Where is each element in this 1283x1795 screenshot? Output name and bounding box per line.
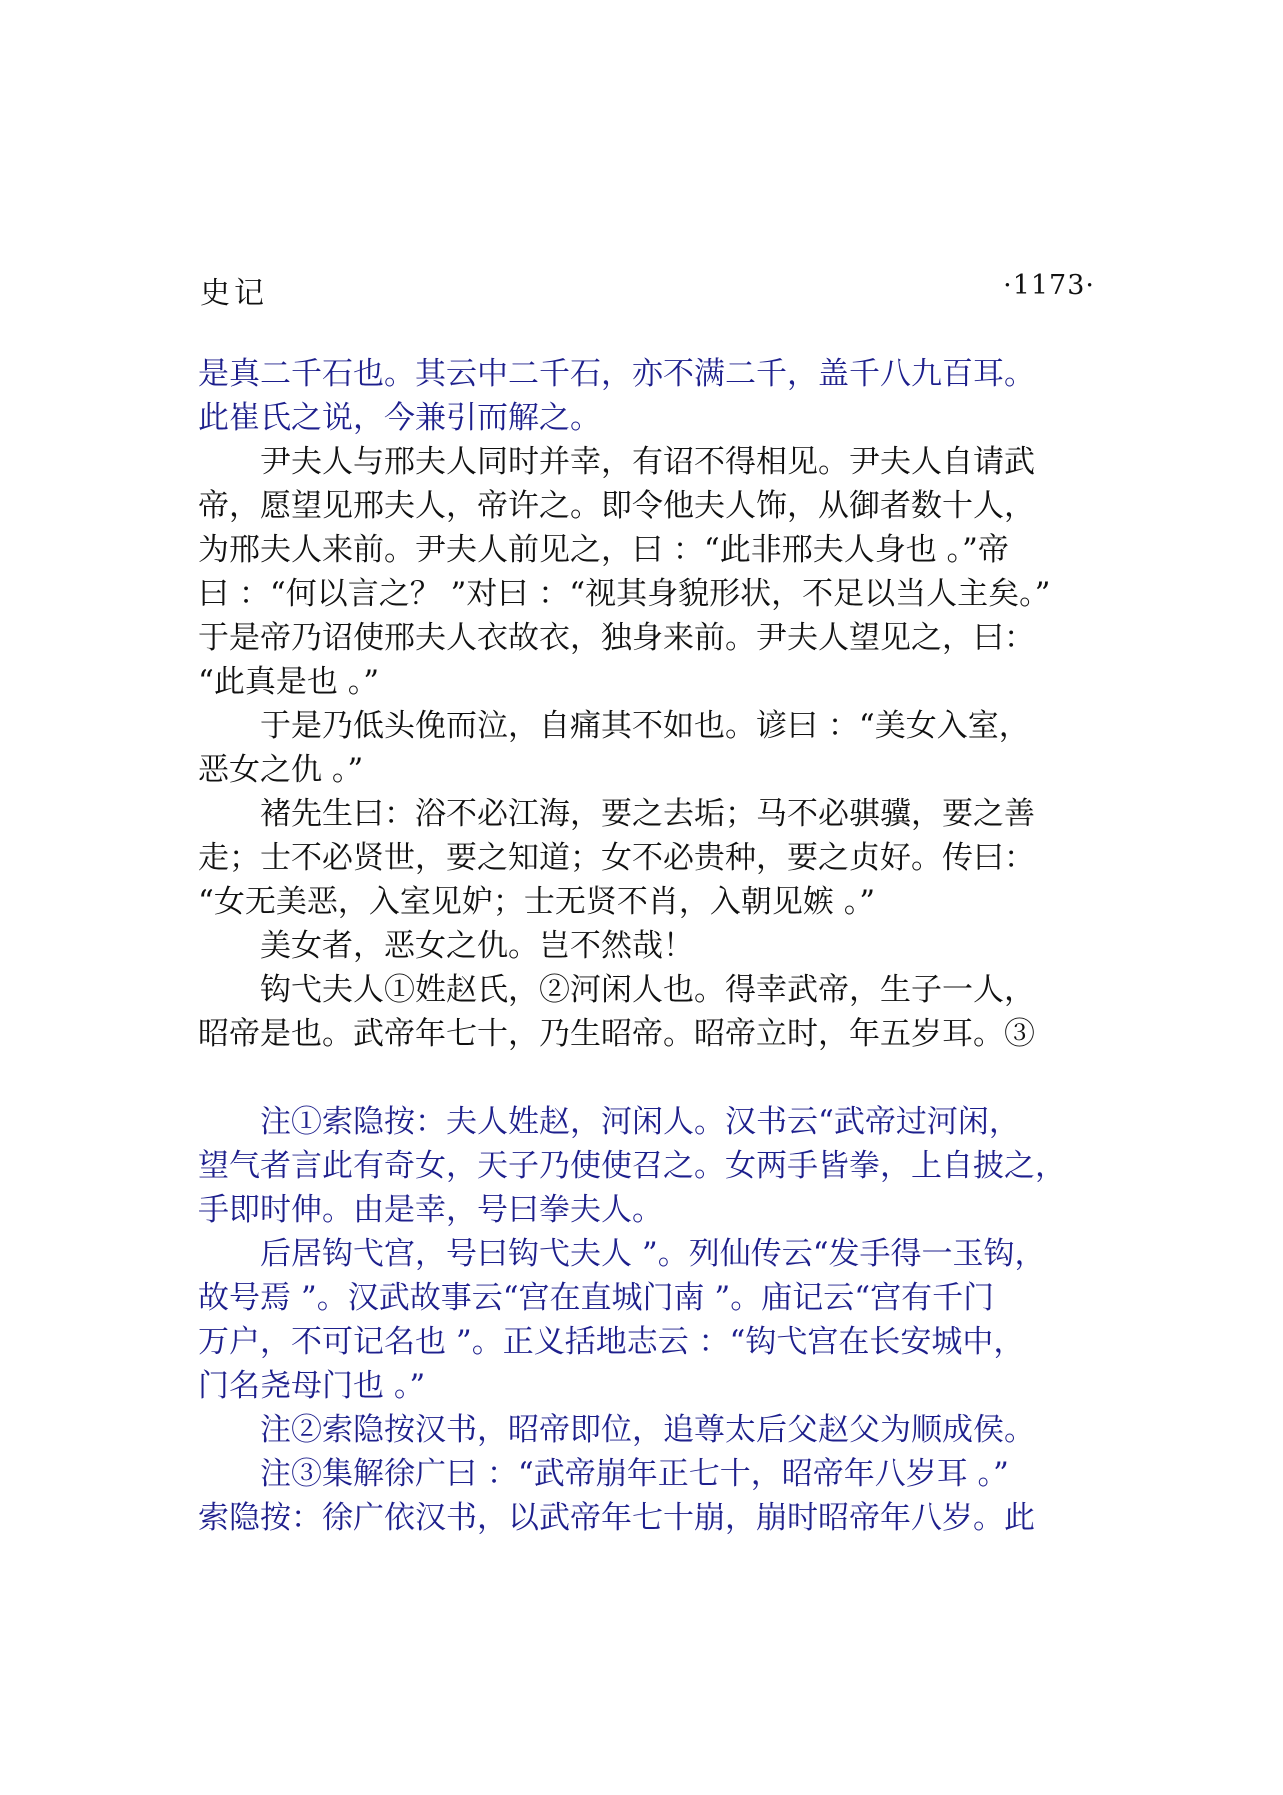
text-line: 曰 ：“何以言之？ ”对曰 ：“视其身貌形状，不足以当人主矣。” [198,576,1051,612]
text-line: 昭帝是也。武帝年七十，乃生昭帝。昭帝立时，年五岁耳。③ [198,1016,1035,1052]
commentary-line: 注①索隐按：夫人姓赵，河闲人。汉书云“武帝过河闲， [260,1104,1020,1140]
text-line: 钩弋夫人①姓赵氏，②河闲人也。得幸武帝，生子一人， [260,972,1035,1008]
commentary-line: 此崔氏之说，今兼引而解之。 [198,400,601,436]
commentary-line: 万户，不可记名也 ”。正义括地志云 ：“钩弋宫在长安城中， [198,1324,1025,1360]
commentary-line: 注②索隐按汉书，昭帝即位，追尊太后父赵父为顺成侯。 [260,1412,1035,1448]
text-line: 美女者，恶女之仇。岂不然哉！ [260,928,694,964]
text-line: 于是帝乃诏使邢夫人衣故衣，独身来前。尹夫人望见之，曰： [198,620,1035,656]
commentary-line: 望气者言此有奇女，天子乃使使召之。女两手皆拳，上自披之， [198,1148,1066,1184]
commentary-line: 后居钩弋宫，号曰钩弋夫人 ”。列仙传云“发手得一玉钩， [260,1236,1046,1272]
text-line: “女无美恶，入室见妒；士无贤不肖，入朝见嫉 。” [198,884,876,920]
page-number: ·1173· [1003,270,1095,301]
commentary-line: 门名尧母门也 。” [198,1368,426,1404]
text-line: 恶女之仇 。” [198,752,364,788]
commentary-line: 手即时伸。由是幸，号曰拳夫人。 [198,1192,663,1228]
commentary-line: 注③集解徐广曰 ：“武帝崩年正七十，昭帝年八岁耳 。” [260,1456,1009,1492]
section-divider [198,1056,1098,1100]
text-line: 于是乃低头俛而泣，自痛其不如也。谚曰 ：“美女入室， [260,708,1030,744]
text-line: “此真是也 。” [198,664,380,700]
page-header [200,268,1095,312]
commentary-line: 索隐按：徐广依汉书，以武帝年七十崩，崩时昭帝年八岁。此 [198,1500,1035,1536]
page-body [198,352,1098,1540]
commentary-line: 故号焉 ”。汉武故事云“宫在直城门南 ”。庙记云“宫有千门 [198,1280,995,1316]
text-line: 褚先生曰：浴不必江海，要之去垢；马不必骐骥，要之善 [260,796,1035,832]
commentary-line: 是真二千石也。其云中二千石，亦不满二千，盖千八九百耳。 [198,356,1035,392]
text-line: 走；士不必贤世，要之知道；女不必贵种，要之贞好。传曰： [198,840,1035,876]
book-title: 史记 [200,276,268,311]
text-line: 帝，愿望见邢夫人，帝许之。即令他夫人饰，从御者数十人， [198,488,1035,524]
text-line: 尹夫人与邢夫人同时并幸，有诏不得相见。尹夫人自请武 [260,444,1035,480]
text-line: 为邢夫人来前。尹夫人前见之，曰 ：“此非邢夫人身也 。”帝 [198,532,1009,568]
